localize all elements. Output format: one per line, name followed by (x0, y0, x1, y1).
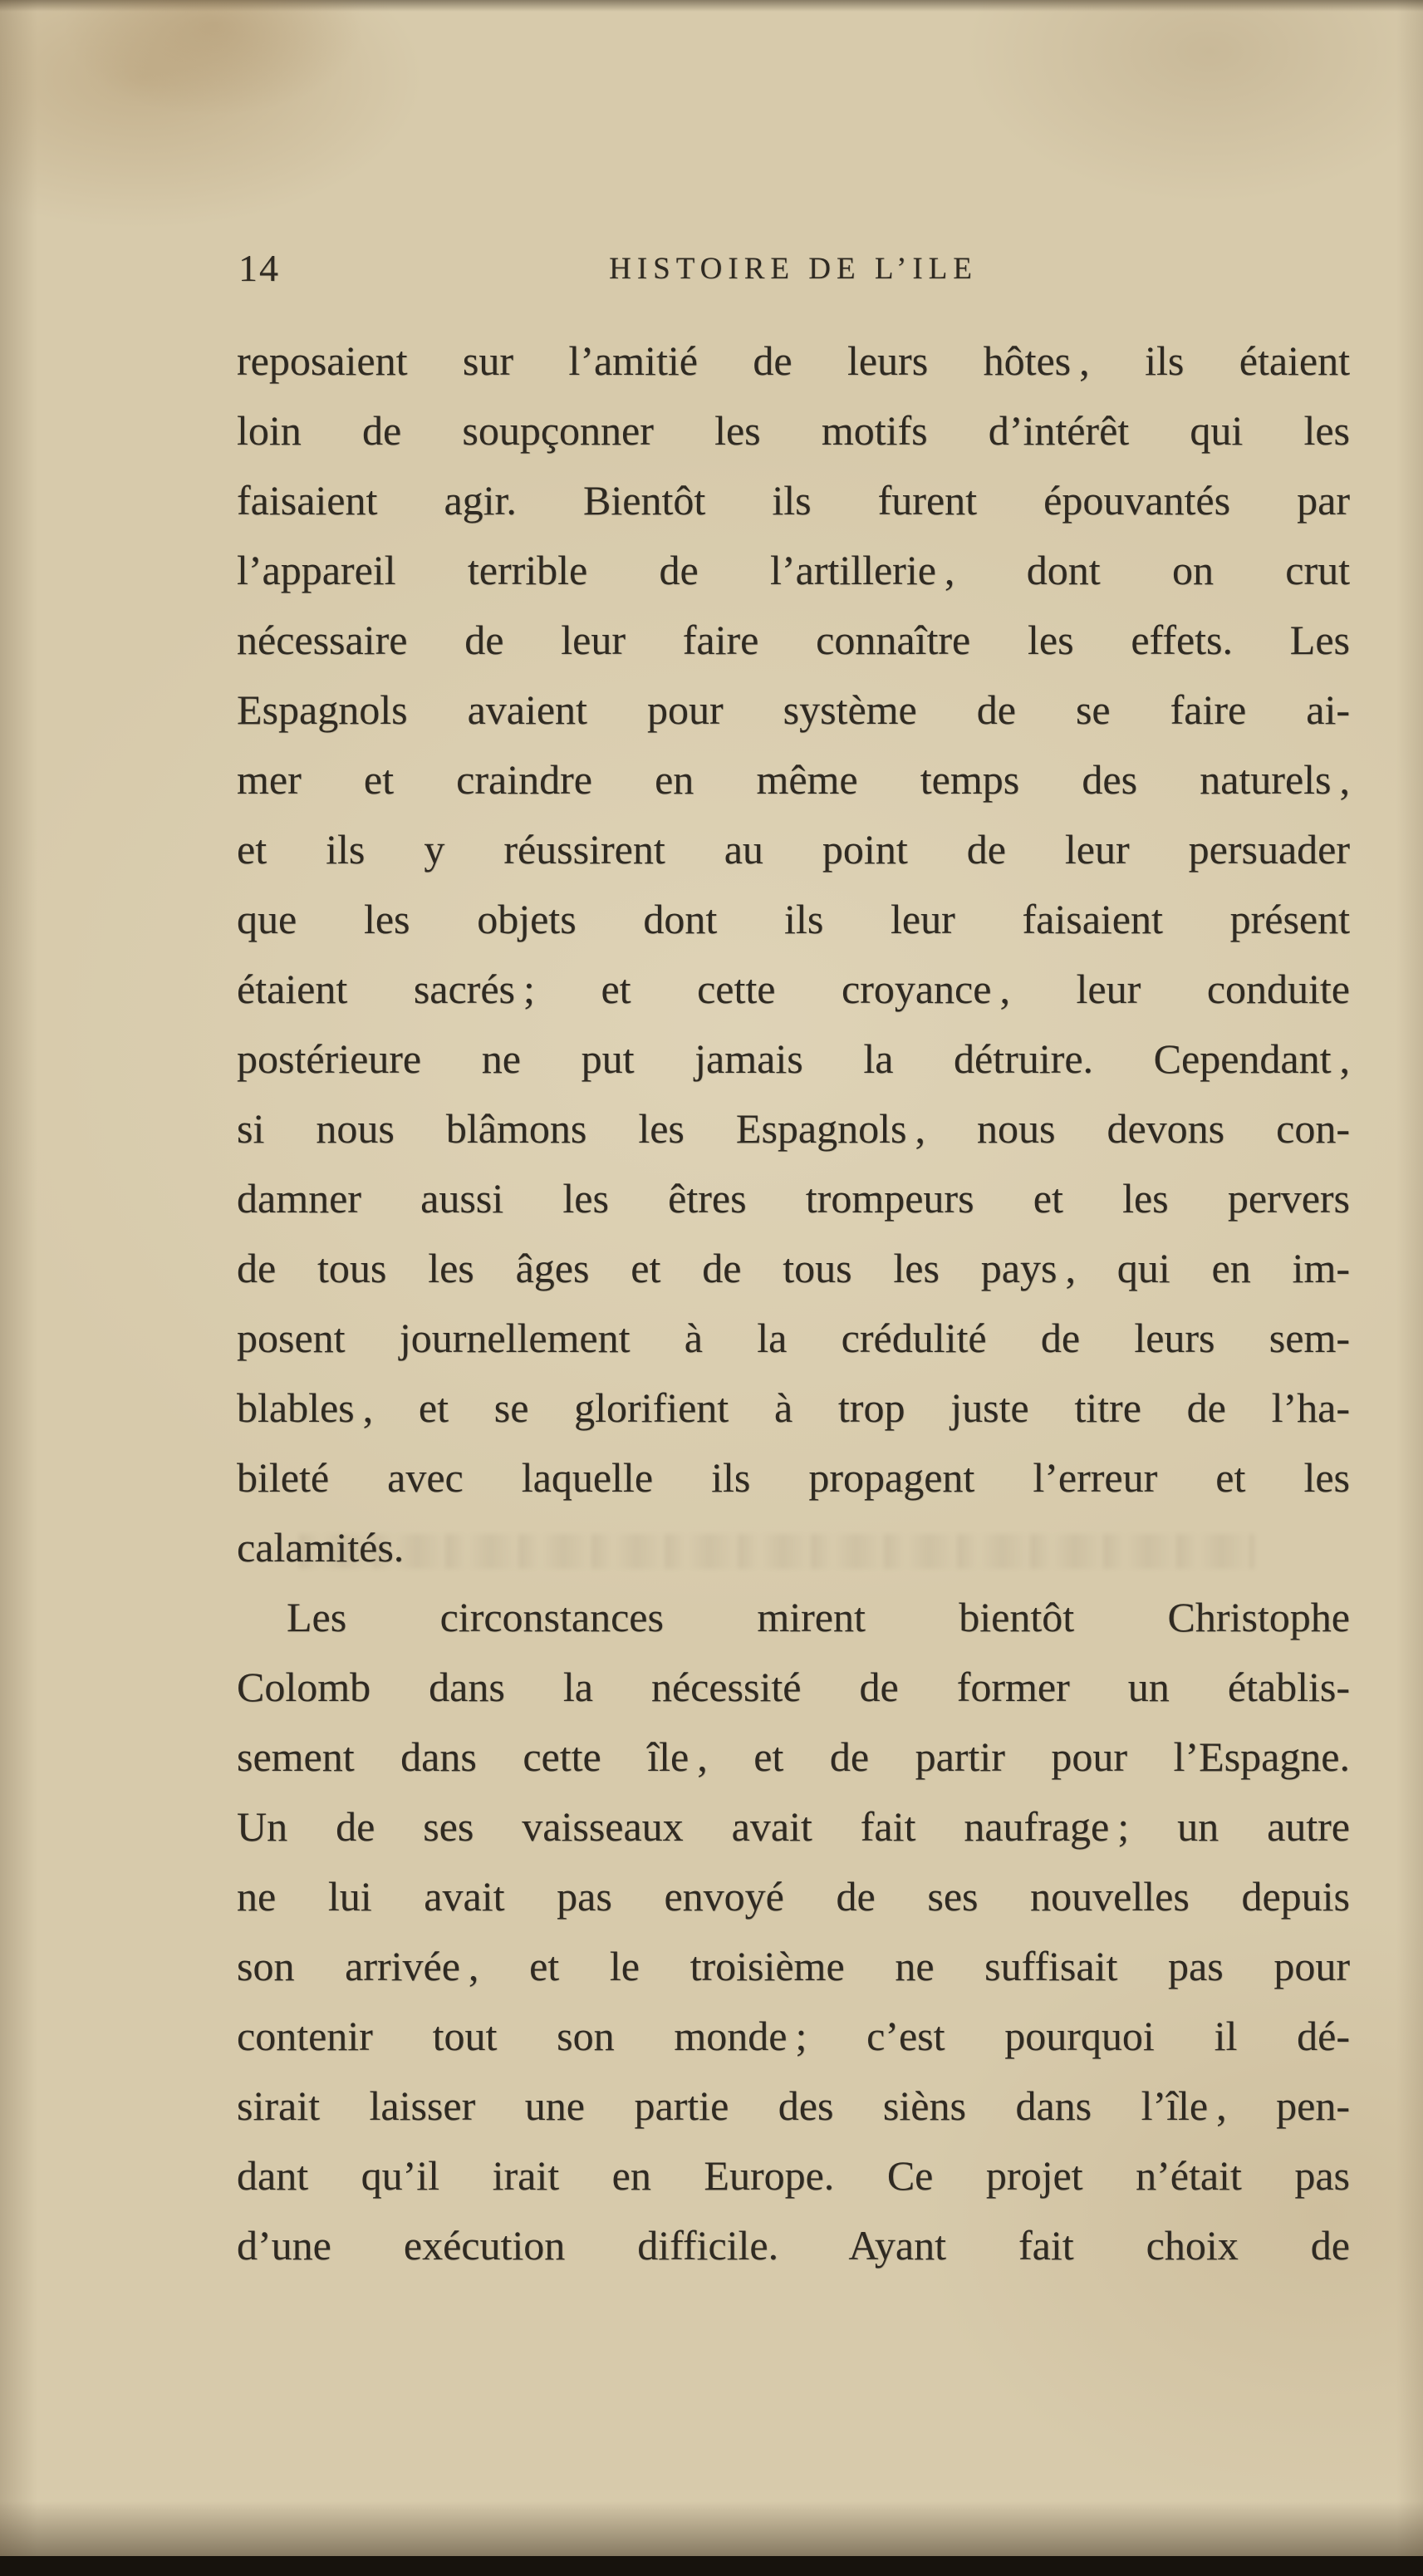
text-line: l’appareil terrible de l’artillerie , dont on crut (237, 547, 1350, 593)
text-line: ne lui avait pas envoyé de ses nouvelles depuis (237, 1873, 1350, 1920)
text-line: son arrivée , et le troisième ne suffisait pas pour (237, 1943, 1350, 1989)
scan-bottom-edge (0, 2556, 1423, 2576)
text-line: mer et craindre en même temps des naturels , (237, 756, 1350, 803)
text-line: nécessaire de leur faire connaître les effets. Les (237, 617, 1350, 663)
text-line: posent journellement à la crédulité de leurs sem- (237, 1315, 1350, 1361)
text-line: que les objets dont ils leur faisaient présent (237, 896, 1350, 942)
text-line: sirait laisser une partie des sièns dans l’île , pen- (237, 2082, 1350, 2129)
text-line: Un de ses vaisseaux avait fait naufrage ; un autre (237, 1803, 1350, 1850)
paragraph (237, 1582, 1350, 2280)
text-line: et ils y réussirent au point de leur persuader (237, 826, 1350, 873)
text-line: damner aussi les êtres trompeurs et les pervers (237, 1175, 1350, 1222)
page-header-row (237, 244, 1350, 291)
text-line: de tous les âges et de tous les pays , qui en im- (237, 1245, 1350, 1291)
text-line: dant qu’il irait en Europe. Ce projet n’était pas (237, 2152, 1350, 2199)
text-line: postérieure ne put jamais la détruire. Cependant , (237, 1035, 1350, 1082)
paragraph (237, 326, 1350, 1582)
text-block (237, 326, 1350, 2280)
text-line: étaient sacrés ; et cette croyance , leur conduite (237, 966, 1350, 1012)
text-line: calamités. (237, 1524, 405, 1571)
text-line: d’une exécution difficile. Ayant fait choix de (237, 2222, 1350, 2269)
text-line: faisaient agir. Bientôt ils furent épouvantés par (237, 477, 1350, 524)
text-line: loin de soupçonner les motifs d’intérêt qui les (237, 407, 1350, 454)
text-line: Les circonstances mirent bientôt Christophe (287, 1594, 1350, 1640)
text-line: Espagnols avaient pour système de se faire ai- (237, 686, 1350, 733)
text-line: sement dans cette île , et de partir pour l’Espagne. (237, 1733, 1350, 1780)
text-line: bileté avec laquelle ils propagent l’erreur et les (237, 1454, 1350, 1501)
text-line: blables , et se glorifient à trop juste titre de l’ha- (237, 1384, 1350, 1431)
text-line: contenir tout son monde ; c’est pourquoi il dé- (237, 2013, 1350, 2059)
text-line: reposaient sur l’amitié de leurs hôtes , ils étaient (237, 337, 1350, 384)
running-header-title: HISTOIRE DE L’ILE (609, 252, 978, 286)
page-number: 14 (238, 247, 280, 289)
text-line: Colomb dans la nécessité de former un établis- (237, 1664, 1350, 1710)
text-line: si nous blâmons les Espagnols , nous devons con- (237, 1105, 1350, 1152)
